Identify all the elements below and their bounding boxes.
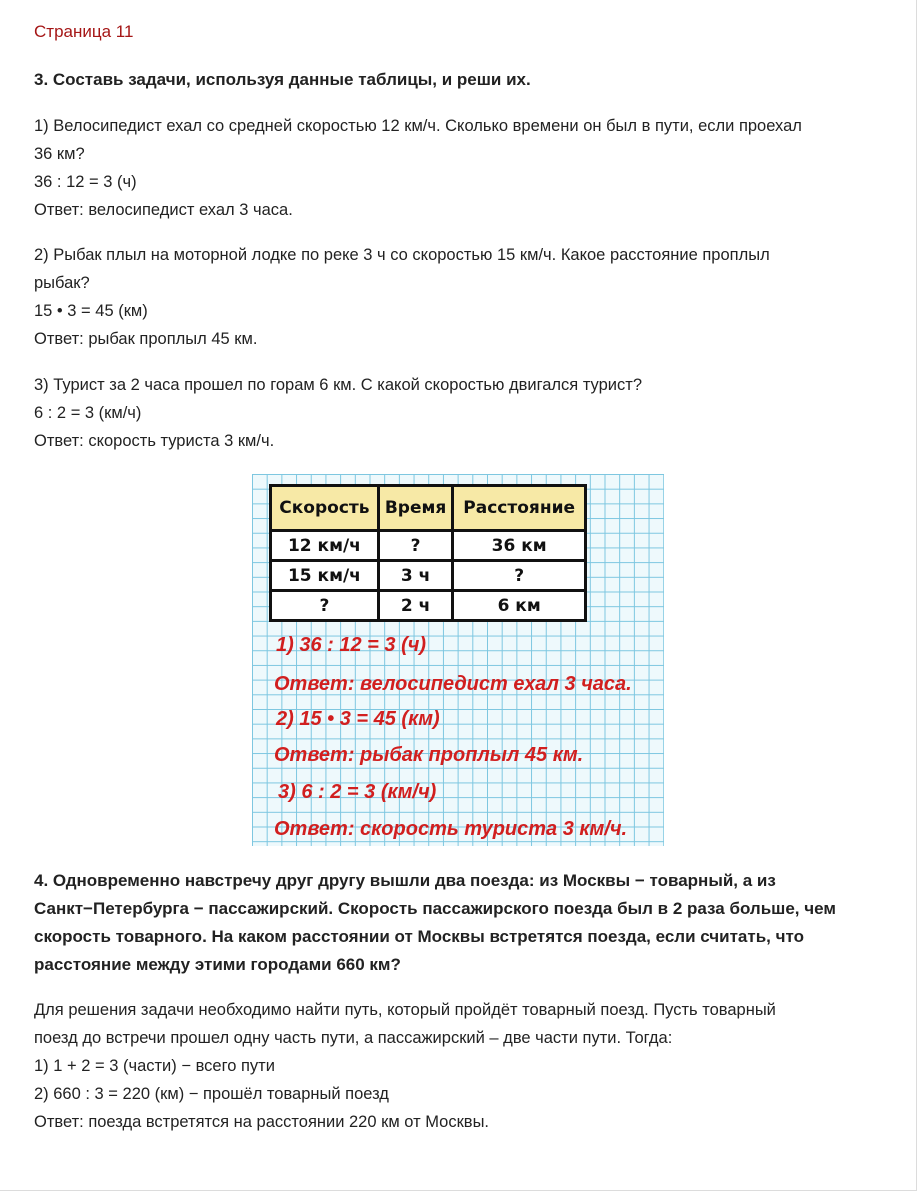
task4-step-1: 1) 1 + 2 = 3 (части) − всего пути: [34, 1057, 275, 1075]
data-table: [269, 484, 587, 622]
notebook-figure: [252, 474, 664, 846]
problem-3-answer: Ответ: скорость туриста 3 км/ч.: [34, 432, 275, 450]
table-row: [271, 591, 586, 621]
handwritten-calc-2: 2) 15 • 3 = 45 (км): [276, 708, 440, 730]
problem-2-answer: Ответ: рыбак проплыл 45 км.: [34, 330, 258, 348]
task4-heading-line-1: 4. Одновременно навстречу друг другу вышли два поезда: из Москвы − товарный, а из: [34, 871, 776, 890]
problem-1-line-1: 1) Велосипедист ехал со средней скоростью 12 км/ч. Сколько времени он был в пути, если проехал: [34, 117, 802, 135]
problem-2-line-1: 2) Рыбак плыл на моторной лодке по реке 3 ч со скоростью 15 км/ч. Какое расстояние проплыл: [34, 246, 770, 264]
header-time: Время: [378, 486, 453, 531]
handwritten-answer-2: Ответ: рыбак проплыл 45 км.: [274, 744, 584, 766]
problem-3-calc: 6 : 2 = 3 (км/ч): [34, 404, 142, 422]
table-header-row: [271, 486, 586, 531]
problem-3-line-1: 3) Турист за 2 часа прошел по горам 6 км. С какой скоростью двигался турист?: [34, 376, 643, 394]
task3-heading: 3. Составь задачи, используя данные таблицы, и реши их.: [34, 70, 531, 89]
task4-solution-line-1: Для решения задачи необходимо найти путь, который пройдёт товарный поезд. Пусть товарный: [34, 1001, 776, 1019]
handwritten-answer-1: Ответ: велосипедист ехал 3 часа.: [274, 673, 632, 695]
task4-heading-line-2: Санкт−Петербурга − пассажирский. Скорость пассажирского поезда был в 2 раза больше, чем: [34, 899, 836, 918]
table-cell: 6 км: [453, 591, 586, 621]
problem-1-line-2: 36 км?: [34, 145, 85, 163]
task4-heading-line-3: скорость товарного. На каком расстоянии от Москвы встретятся поезда, если считать, что: [34, 927, 804, 946]
handwritten-calc-1: 1) 36 : 12 = 3 (ч): [276, 634, 427, 656]
table-cell: 2 ч: [378, 591, 453, 621]
problem-1-answer: Ответ: велосипедист ехал 3 часа.: [34, 201, 293, 219]
header-distance: Расстояние: [453, 486, 586, 531]
task4-solution-line-2: поезд до встречи прошел одну часть пути, а пассажирский – две части пути. Тогда:: [34, 1029, 673, 1047]
table-cell: ?: [378, 531, 453, 561]
task4-heading: [34, 867, 874, 979]
handwritten-answer-3: Ответ: скорость туриста 3 км/ч.: [274, 818, 628, 840]
table-cell: 15 км/ч: [271, 561, 379, 591]
table-cell: ?: [453, 561, 586, 591]
problem-2-calc: 15 • 3 = 45 (км): [34, 302, 148, 320]
problem-2-line-2: рыбак?: [34, 274, 90, 292]
task4-step-2: 2) 660 : 3 = 220 (км) − прошёл товарный поезд: [34, 1085, 389, 1103]
handwritten-calc-3: 3) 6 : 2 = 3 (км/ч): [278, 781, 437, 803]
task4-answer: Ответ: поезда встретятся на расстоянии 220 км от Москвы.: [34, 1113, 490, 1131]
table-cell: 36 км: [453, 531, 586, 561]
task3-problem-1: [34, 112, 874, 224]
task4-solution: [34, 996, 874, 1136]
page-label: Страница 11: [34, 22, 134, 41]
task4-heading-line-4: расстояние между этими городами 660 км?: [34, 955, 401, 974]
table-cell: ?: [271, 591, 379, 621]
header-speed: Скорость: [271, 486, 379, 531]
problem-1-calc: 36 : 12 = 3 (ч): [34, 173, 137, 191]
task3-problem-2: [34, 241, 874, 353]
table-cell: 3 ч: [378, 561, 453, 591]
table-row: [271, 531, 586, 561]
table-row: [271, 561, 586, 591]
table-cell: 12 км/ч: [271, 531, 379, 561]
task3-problem-3: [34, 371, 874, 455]
